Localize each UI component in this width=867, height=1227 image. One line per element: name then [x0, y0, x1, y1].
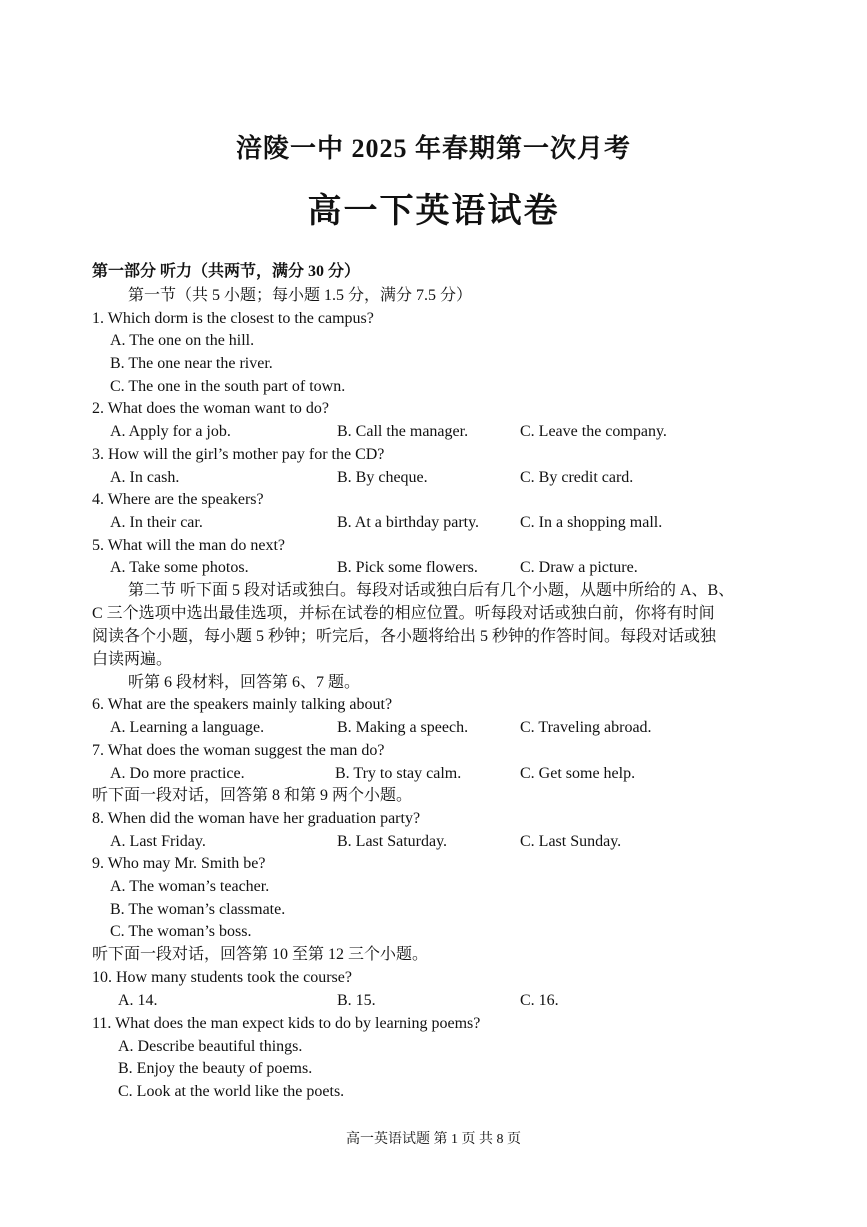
option-b: B. 15.	[337, 992, 376, 1009]
option-a: A. In their car.	[110, 514, 203, 531]
listen-instruction: 听下面一段对话，回答第 8 和第 9 两个小题。	[92, 787, 413, 804]
question-stem: 10. How many students took the course?	[92, 969, 352, 986]
exam-subtitle: 高一下英语试卷	[307, 193, 560, 230]
option-a: A. The one on the hill.	[110, 332, 255, 349]
option-c: C. By credit card.	[520, 469, 634, 486]
option-a: A. Do more practice.	[110, 765, 245, 782]
section1-heading: 第一节（共 5 小题；每小题 1.5 分，满分 7.5 分）	[128, 287, 473, 304]
question-stem: 8. When did the woman have her graduation party?	[92, 810, 421, 827]
option-a: A. In cash.	[110, 469, 180, 486]
option-b: B. Last Saturday.	[337, 833, 448, 850]
option-b: B. Try to stay calm.	[335, 765, 462, 782]
option-c: C. Last Sunday.	[520, 833, 622, 850]
question-stem: 4. Where are the speakers?	[92, 491, 264, 508]
option-a: A. 14.	[118, 992, 158, 1009]
option-c: C. Get some help.	[520, 765, 636, 782]
page-footer: 高一英语试题 第 1 页 共 8 页	[346, 1132, 521, 1147]
option-c: C. 16.	[520, 992, 559, 1009]
question-stem: 7. What does the woman suggest the man do?	[92, 742, 385, 759]
option-b: B. Enjoy the beauty of poems.	[118, 1060, 313, 1077]
question-stem: 6. What are the speakers mainly talking about?	[92, 696, 393, 713]
option-b: B. Making a speech.	[337, 719, 469, 736]
option-a: A. Last Friday.	[110, 833, 206, 850]
question-stem: 5. What will the man do next?	[92, 537, 285, 554]
option-c: C. The woman’s boss.	[110, 923, 252, 940]
question-stem: 9. Who may Mr. Smith be?	[92, 855, 266, 872]
listen-instruction: 听下面一段对话，回答第 10 至第 12 三个小题。	[92, 946, 429, 963]
listen-instruction: 听第 6 段材料，回答第 6、7 题。	[128, 674, 361, 691]
option-a: A. Describe beautiful things.	[118, 1038, 303, 1055]
option-a: A. Learning a language.	[110, 719, 265, 736]
option-c: C. Look at the world like the poets.	[118, 1083, 345, 1100]
section2-line-1: 第二节 听下面 5 段对话或独白。每段对话或独白后有几个小题，从题中所给的 A、B、	[128, 582, 735, 599]
option-c: C. Draw a picture.	[520, 559, 638, 576]
option-c: C. Leave the company.	[520, 423, 667, 440]
option-b: B. Call the manager.	[337, 423, 469, 440]
exam-title: 涪陵一中 2025 年春期第一次月考	[235, 134, 631, 163]
section2-line-4: 白读两遍。	[92, 651, 173, 668]
option-c: C. In a shopping mall.	[520, 514, 663, 531]
option-a: A. Take some photos.	[110, 559, 249, 576]
option-a: A. The woman’s teacher.	[110, 878, 270, 895]
question-stem: 1. Which dorm is the closest to the campus?	[92, 310, 374, 327]
option-b: B. The one near the river.	[110, 355, 273, 372]
option-c: C. The one in the south part of town.	[110, 378, 346, 395]
option-b: B. By cheque.	[337, 469, 428, 486]
option-c: C. Traveling abroad.	[520, 719, 652, 736]
section2-line-3: 阅读各个小题，每小题 5 秒钟；听完后，各小题将给出 5 秒钟的作答时间。每段对话或独	[92, 628, 717, 645]
question-stem: 3. How will the girl’s mother pay for the CD?	[92, 446, 385, 463]
option-b: B. Pick some flowers.	[337, 559, 478, 576]
option-b: B. At a birthday party.	[337, 514, 480, 531]
question-stem: 11. What does the man expect kids to do by learning poems?	[92, 1015, 481, 1032]
section2-line-2: C 三个选项中选出最佳选项，并标在试卷的相应位置。听每段对话或独白前，你将有时间	[92, 605, 715, 622]
question-stem: 2. What does the woman want to do?	[92, 400, 329, 417]
part1-heading: 第一部分 听力（共两节，满分 30 分）	[92, 263, 361, 280]
option-b: B. The woman’s classmate.	[110, 901, 286, 918]
option-a: A. Apply for a job.	[110, 423, 231, 440]
